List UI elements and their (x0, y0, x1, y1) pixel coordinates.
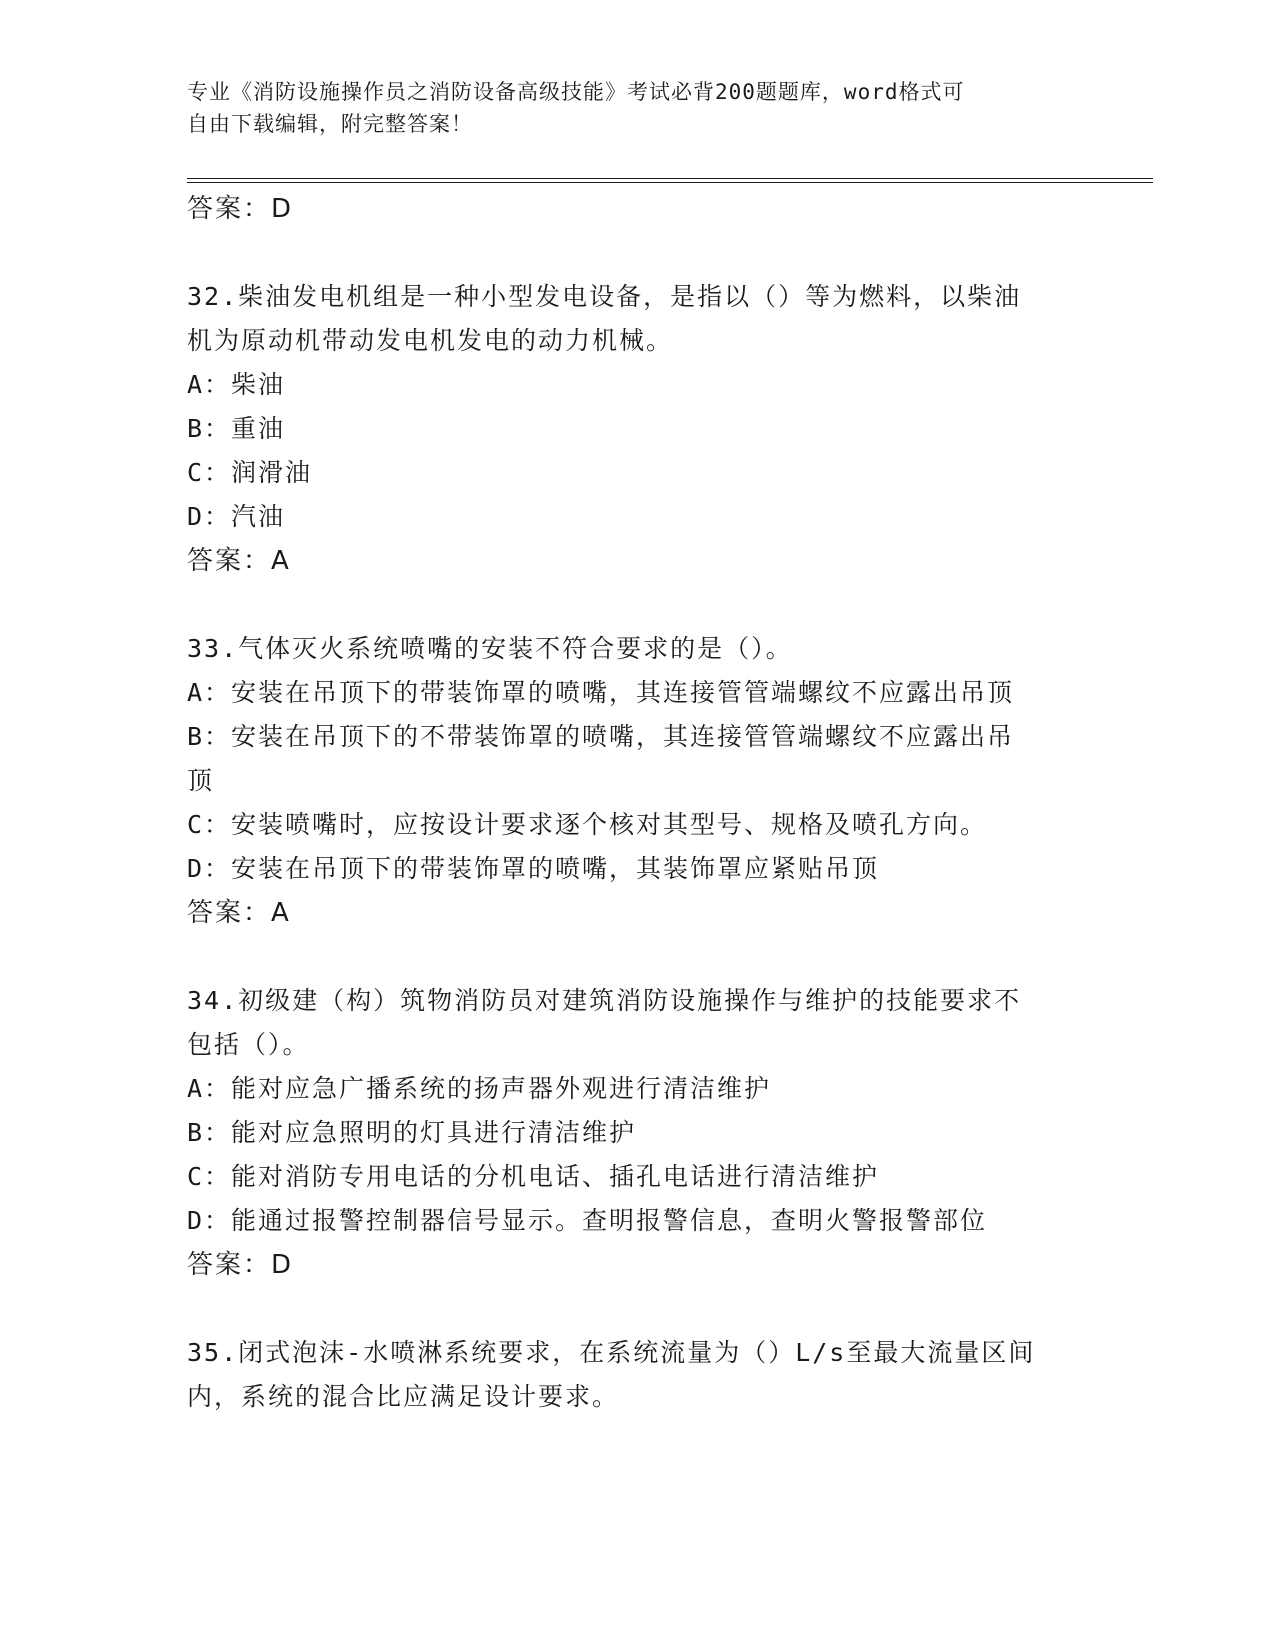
q32-stem-line-2: 机为原动机带动发电机发电的动力机械。 (187, 326, 674, 355)
q32-option-d: D：汽油 (187, 502, 286, 531)
q34-stem-line-1: 34.初级建（构）筑物消防员对建筑消防设施操作与维护的技能要求不 (187, 986, 1022, 1015)
header-rule-top (187, 178, 1153, 179)
q32-stem-line-1: 32.柴油发电机组是一种小型发电设备，是指以（）等为燃料，以柴油 (187, 282, 1022, 311)
q32-option-c: C：润滑油 (187, 458, 313, 487)
q34-option-c: C：能对消防专用电话的分机电话、插孔电话进行清洁维护 (187, 1162, 880, 1191)
document-header (187, 76, 1067, 140)
q35-stem-line-1: 35.闭式泡沫-水喷淋系统要求，在系统流量为（）L/s至最大流量区间 (187, 1338, 1036, 1367)
q33-option-b-line-1: B：安装在吊顶下的不带装饰罩的喷嘴，其连接管管端螺纹不应露出吊 (187, 722, 1015, 751)
q34-stem-line-2: 包括（）。 (187, 1030, 310, 1059)
header-line-1: 专业《消防设施操作员之消防设备高级技能》考试必背200题题库，word格式可 (187, 80, 965, 104)
q33-option-b-line-2: 顶 (187, 766, 215, 795)
q33-stem-line-1: 33.气体灭火系统喷嘴的安装不符合要求的是（）。 (187, 634, 793, 663)
q33-option-d: D：安装在吊顶下的带装饰罩的喷嘴，其装饰罩应紧贴吊顶 (187, 854, 880, 883)
q34-answer: 答案：D (187, 1250, 294, 1280)
q33-option-a: A：安装在吊顶下的带装饰罩的喷嘴，其连接管管端螺纹不应露出吊顶 (187, 678, 1015, 707)
header-line-2: 自由下载编辑，附完整答案！ (187, 112, 473, 136)
q33-option-c: C：安装喷嘴时，应按设计要求逐个核对其型号、规格及喷孔方向。 (187, 810, 988, 839)
q34-option-a: A：能对应急广播系统的扬声器外观进行清洁维护 (187, 1074, 772, 1103)
q33-answer: 答案：A (187, 898, 291, 928)
q32-option-a: A：柴油 (187, 370, 286, 399)
q32-answer: 答案：A (187, 546, 291, 576)
previous-answer: 答案：D (187, 194, 294, 224)
q34-option-d: D：能通过报警控制器信号显示。查明报警信息，查明火警报警部位 (187, 1206, 988, 1235)
q34-option-b: B：能对应急照明的灯具进行清洁维护 (187, 1118, 637, 1147)
header-rule-bottom (187, 182, 1153, 183)
q32-option-b: B：重油 (187, 414, 286, 443)
q35-stem-line-2: 内，系统的混合比应满足设计要求。 (187, 1382, 620, 1411)
